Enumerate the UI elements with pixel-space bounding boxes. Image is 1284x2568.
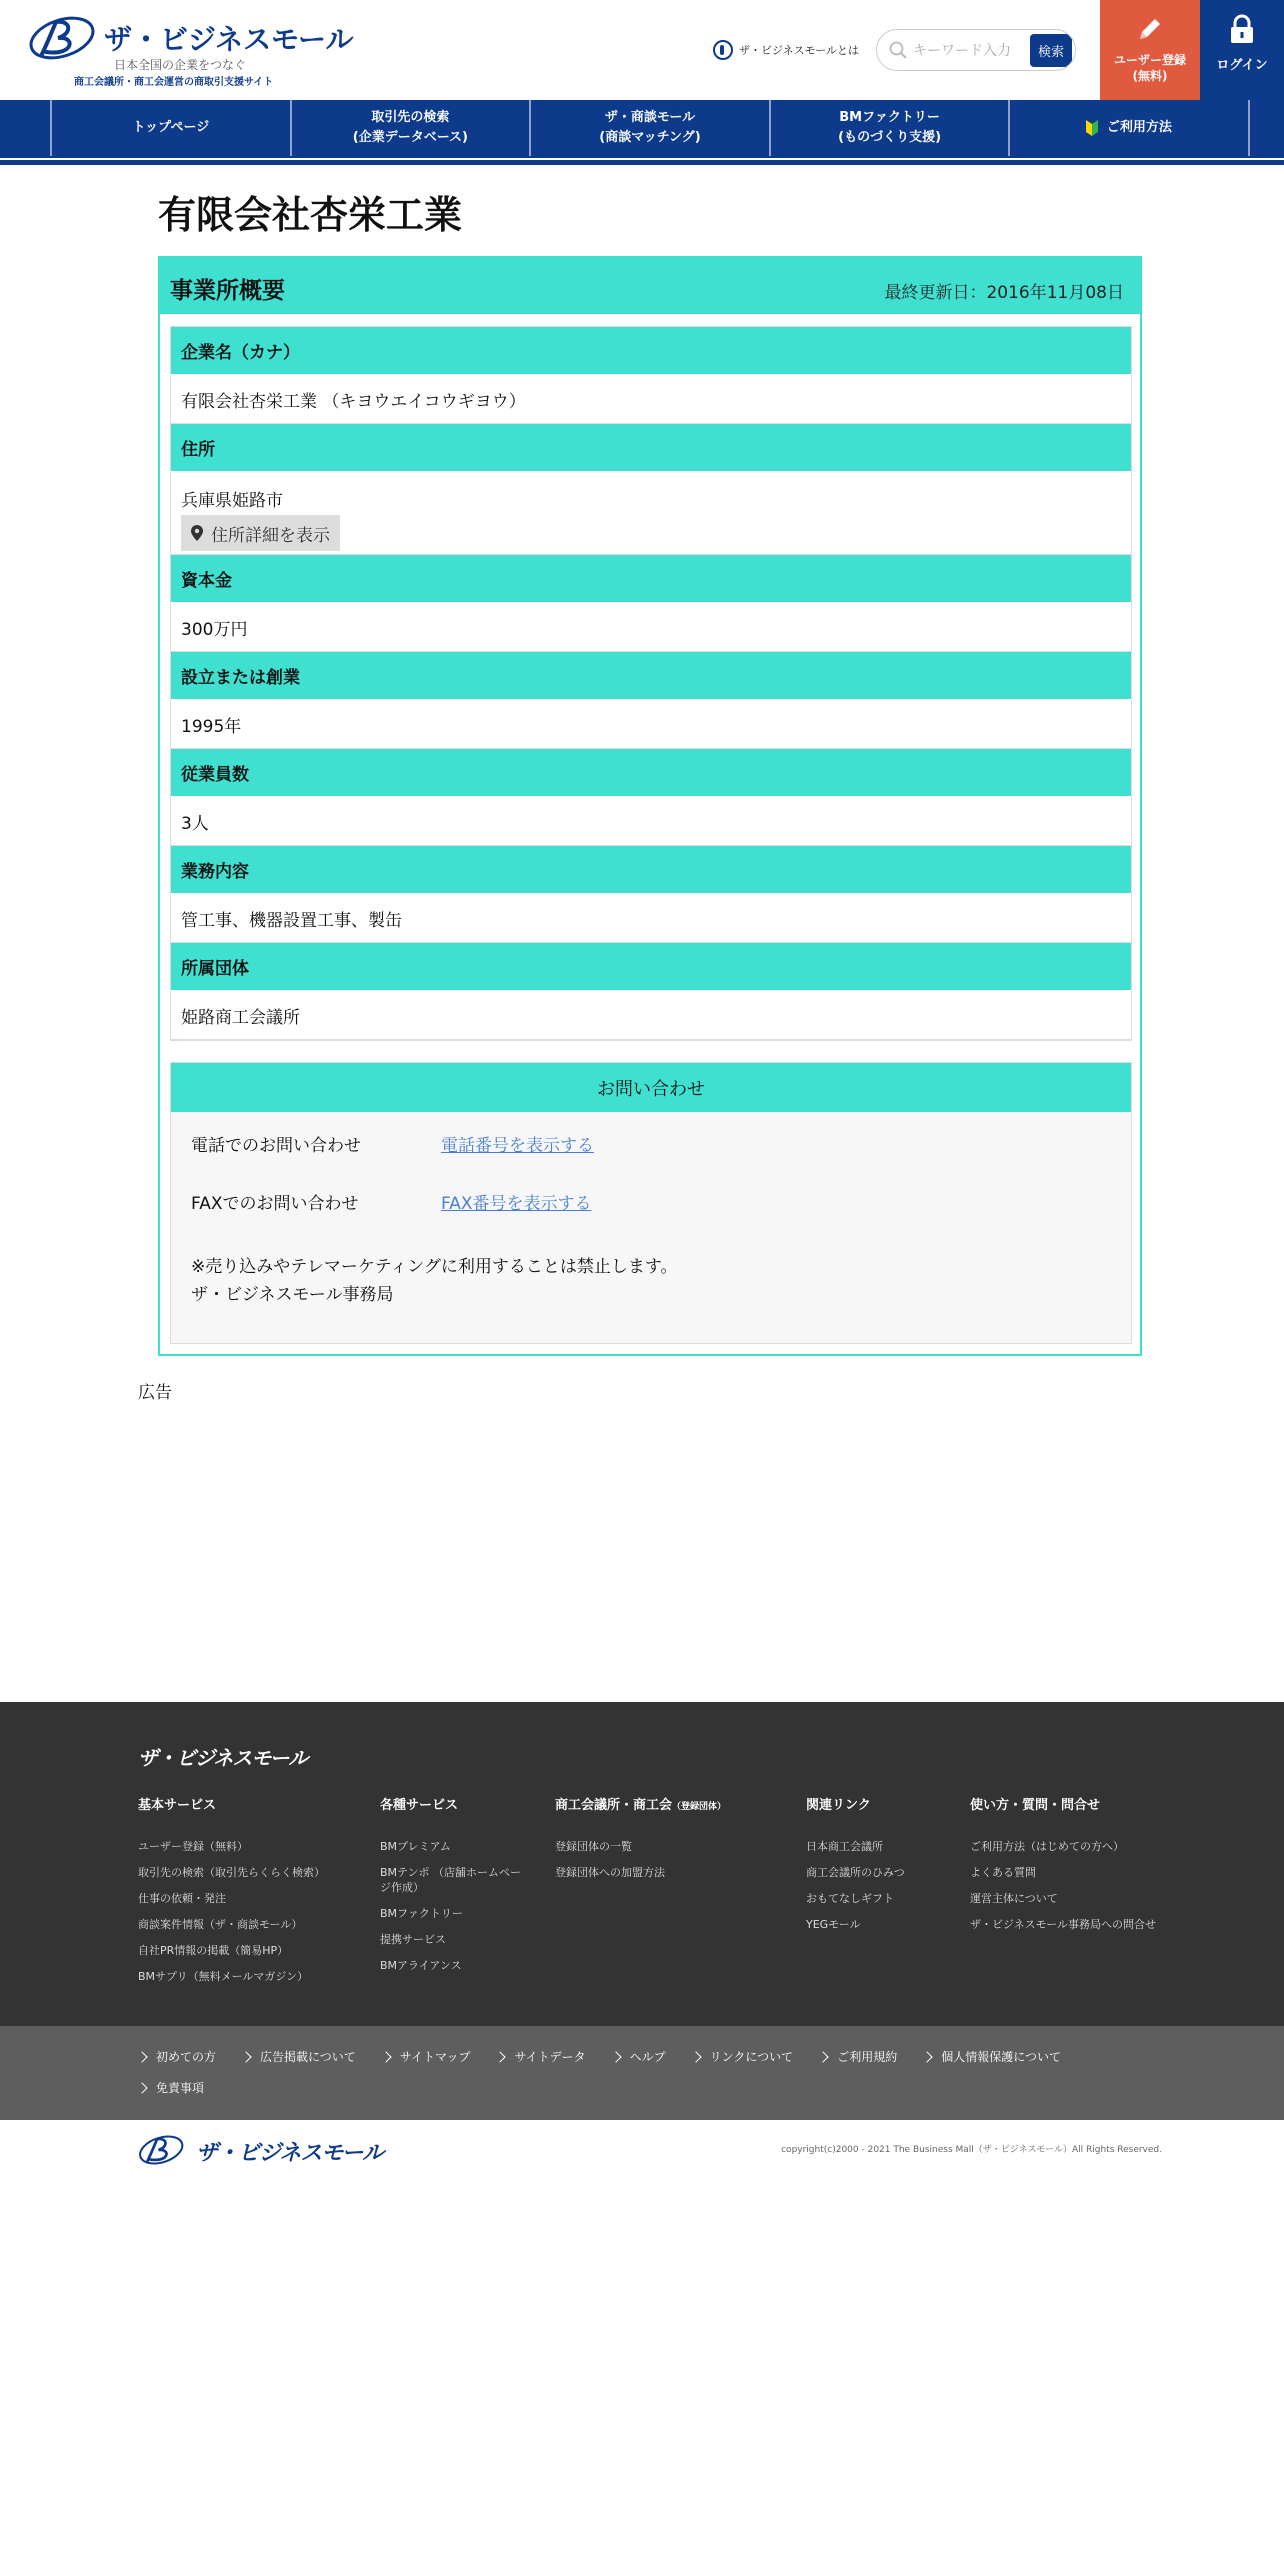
footer-link[interactable]: ユーザー登録（無料）	[138, 1840, 248, 1853]
ad-label: 広告	[138, 1383, 172, 1403]
nav-item-label: ザ・商談モール	[604, 110, 696, 125]
footer-link[interactable]: BMサプリ（無料メールマガジン）	[138, 1970, 309, 1983]
show-address-button[interactable]	[181, 515, 340, 551]
site-header	[0, 0, 1284, 100]
info-value-employees: 3人	[171, 797, 1131, 846]
footer-link[interactable]: BMテンポ （店舗ホームページ作成）	[380, 1866, 521, 1894]
footer-link[interactable]: 商工会議所のひみつ	[806, 1866, 905, 1879]
chevron-right-icon	[380, 2051, 391, 2062]
footer-link-advertising[interactable]: 広告掲載について	[242, 2048, 356, 2065]
shield-icon	[713, 40, 733, 60]
nav-item-sublabel: (商談マッチング)	[599, 130, 701, 145]
info-value-kana: 有限会社杏栄工業 （キヨウエイコウギヨウ）	[171, 375, 1131, 424]
footer-link-beginners[interactable]: 初めての方	[138, 2048, 216, 2065]
footer-col-chambers	[555, 1794, 785, 1891]
nav-top-page[interactable]	[50, 100, 290, 156]
footer-link[interactable]: 取引先の検索（取引先らくらく検索）	[138, 1866, 325, 1879]
footer-link-terms[interactable]: ご利用規約	[819, 2048, 897, 2065]
info-value-capital: 300万円	[171, 603, 1131, 652]
footer-link-sitedata[interactable]: サイトデータ	[496, 2048, 585, 2065]
footer-link[interactable]: BMプレミアム	[380, 1840, 451, 1853]
register-label: ユーザー登録	[1113, 53, 1186, 67]
footer-link[interactable]: おもてなしギフト	[806, 1892, 894, 1905]
map-pin-icon	[191, 525, 203, 541]
show-phone-link[interactable]: 電話番号を表示する	[441, 1135, 594, 1156]
footer-logo[interactable]: ザ・ビジネスモール	[138, 1746, 308, 1770]
footer-col-title: 基本サービス	[138, 1798, 217, 1813]
footer-link-links[interactable]: リンクについて	[692, 2048, 794, 2065]
beginner-mark-icon	[1086, 120, 1098, 136]
footer-sitemap	[0, 1702, 1284, 2026]
contact-phone-label: 電話でのお問い合わせ	[191, 1135, 361, 1156]
footer-link[interactable]: 日本商工会議所	[806, 1840, 883, 1853]
footer-link[interactable]: 仕事の依頼・発注	[138, 1892, 226, 1905]
nav-how-to-use[interactable]	[1008, 100, 1250, 156]
footer-link[interactable]: YEGモール	[806, 1918, 861, 1931]
info-value-organization: 姫路商工会議所	[171, 991, 1131, 1040]
search-icon	[889, 41, 907, 59]
chevron-right-icon	[690, 2051, 701, 2062]
info-label-employees: 従業員数	[171, 749, 1131, 797]
nav-item-sublabel: (企業データベース)	[352, 130, 468, 145]
footer-col-title: 各種サービス	[380, 1798, 459, 1813]
footer-link-help[interactable]: ヘルプ	[612, 2048, 666, 2065]
footer-col-related	[806, 1794, 956, 1943]
chevron-right-icon	[818, 2051, 829, 2062]
footer-col-basic	[138, 1794, 368, 1995]
nav-item-label: 取引先の検索	[371, 110, 450, 125]
contact-note-office: ザ・ビジネスモール事務局	[191, 1285, 394, 1305]
logo-subtagline: 商工会議所・商工会運営の商取引支援サイト	[74, 77, 274, 88]
info-label-organization: 所属団体	[171, 943, 1131, 991]
footer-link[interactable]: ザ・ビジネスモール事務局への問合せ	[970, 1918, 1157, 1931]
chevron-right-icon	[136, 2082, 147, 2093]
info-label-address: 住所	[171, 424, 1131, 472]
nav-underline	[0, 162, 1284, 165]
nav-item-sublabel: (ものづくり支援)	[838, 130, 942, 145]
footer-bottom-logo[interactable]	[138, 2132, 384, 2168]
contact-note	[191, 1253, 678, 1309]
nav-item-label: ご利用方法	[1106, 120, 1172, 135]
search-form	[876, 29, 1076, 71]
info-value-address-cell	[171, 472, 1131, 555]
info-value-founded: 1995年	[171, 700, 1131, 749]
main-nav	[0, 100, 1284, 162]
company-info-table	[170, 326, 1132, 1041]
footer-bottom-logo-text: ザ・ビジネスモール	[196, 2141, 384, 2166]
nav-business-mall[interactable]	[529, 100, 769, 156]
contact-fax-label: FAXでのお問い合わせ	[191, 1193, 359, 1214]
logo-tagline: 日本全国の企業をつなぐ	[114, 58, 247, 72]
footer-link[interactable]: ご利用方法（はじめての方へ）	[970, 1840, 1124, 1853]
footer-link[interactable]: よくある質問	[970, 1866, 1036, 1879]
login-button[interactable]	[1200, 0, 1284, 100]
show-address-label: 住所詳細を表示	[211, 525, 330, 546]
footer-link-sitemap[interactable]: サイトマップ	[382, 2048, 471, 2065]
info-label-capital: 資本金	[171, 555, 1131, 603]
info-value-address: 兵庫県姫路市	[181, 491, 283, 511]
footer-col-title: 商工会議所・商工会（登録団体）	[555, 1798, 727, 1813]
overview-panel	[158, 256, 1142, 1356]
info-value-business: 管工事、機器設置工事、製缶	[171, 894, 1131, 943]
chevron-right-icon	[922, 2051, 933, 2062]
pencil-icon	[1135, 14, 1165, 44]
search-button[interactable]: 検索	[1030, 34, 1072, 67]
last-updated: 最終更新日：2016年11月08日	[884, 283, 1124, 303]
register-sublabel: (無料)	[1132, 69, 1168, 83]
footer-link-privacy[interactable]: 個人情報保護について	[923, 2048, 1061, 2065]
lock-icon	[1229, 14, 1255, 44]
logo-b-mark	[28, 12, 110, 64]
contact-fax-row	[191, 1187, 592, 1215]
contact-note-warning: ※売り込みやテレマーケティングに利用することは禁止します。	[191, 1257, 678, 1277]
footer-col-title: 関連リンク	[806, 1798, 871, 1813]
page-title: 有限会社杏栄工業	[158, 193, 463, 237]
footer-link[interactable]: BMファクトリー	[380, 1907, 463, 1920]
footer-col-help	[970, 1794, 1170, 1943]
footer-link[interactable]: BMアライアンス	[380, 1959, 462, 1972]
nav-item-label: トップページ	[132, 120, 210, 135]
logo-text: ザ・ビジネスモール	[104, 23, 354, 56]
nav-item-label: BMファクトリー	[839, 110, 940, 125]
footer-col-services	[380, 1794, 530, 1984]
logo-b-mark	[138, 2132, 194, 2168]
footer-link[interactable]: 運営主体について	[970, 1892, 1058, 1905]
chevron-right-icon	[136, 2051, 147, 2062]
site-logo[interactable]	[28, 10, 354, 90]
copyright: copyright(c)2000 - 2021 The Business Mall（ザ・ビジネスモール）All Rights Reserved.	[781, 2145, 1162, 2155]
register-button[interactable]	[1100, 0, 1200, 100]
nav-bm-factory[interactable]	[769, 100, 1009, 156]
footer-links-bar	[0, 2026, 1284, 2120]
about-link[interactable]	[713, 38, 859, 62]
overview-title: 事業所概要	[170, 278, 285, 304]
info-label-kana: 企業名（カナ）	[171, 327, 1131, 375]
search-input[interactable]	[913, 38, 1023, 64]
footer-col-title: 使い方・質問・問合せ	[970, 1798, 1101, 1813]
contact-phone-row	[191, 1129, 594, 1157]
footer-link[interactable]: 登録団体の一覧	[555, 1840, 632, 1853]
overview-header	[160, 258, 1140, 314]
footer-link[interactable]: 商談案件情報（ザ・商談モール）	[138, 1918, 303, 1931]
info-label-founded: 設立または創業	[171, 652, 1131, 700]
show-fax-link[interactable]: FAX番号を表示する	[441, 1193, 592, 1214]
footer-link[interactable]: 自社PR情報の掲載（簡易HP）	[138, 1944, 289, 1957]
contact-heading: お問い合わせ	[171, 1063, 1131, 1112]
about-link-label: ザ・ビジネスモールとは	[739, 44, 860, 57]
footer-link-disclaimer[interactable]: 免責事項	[138, 2079, 204, 2096]
info-label-business: 業務内容	[171, 846, 1131, 894]
chevron-right-icon	[240, 2051, 251, 2062]
nav-partner-search[interactable]	[290, 100, 530, 156]
chevron-right-icon	[610, 2051, 621, 2062]
login-label: ログイン	[1216, 58, 1268, 73]
footer-link[interactable]: 登録団体への加盟方法	[555, 1866, 665, 1879]
contact-box	[170, 1062, 1132, 1344]
footer-link[interactable]: 提携サービス	[380, 1933, 446, 1946]
chevron-right-icon	[495, 2051, 506, 2062]
